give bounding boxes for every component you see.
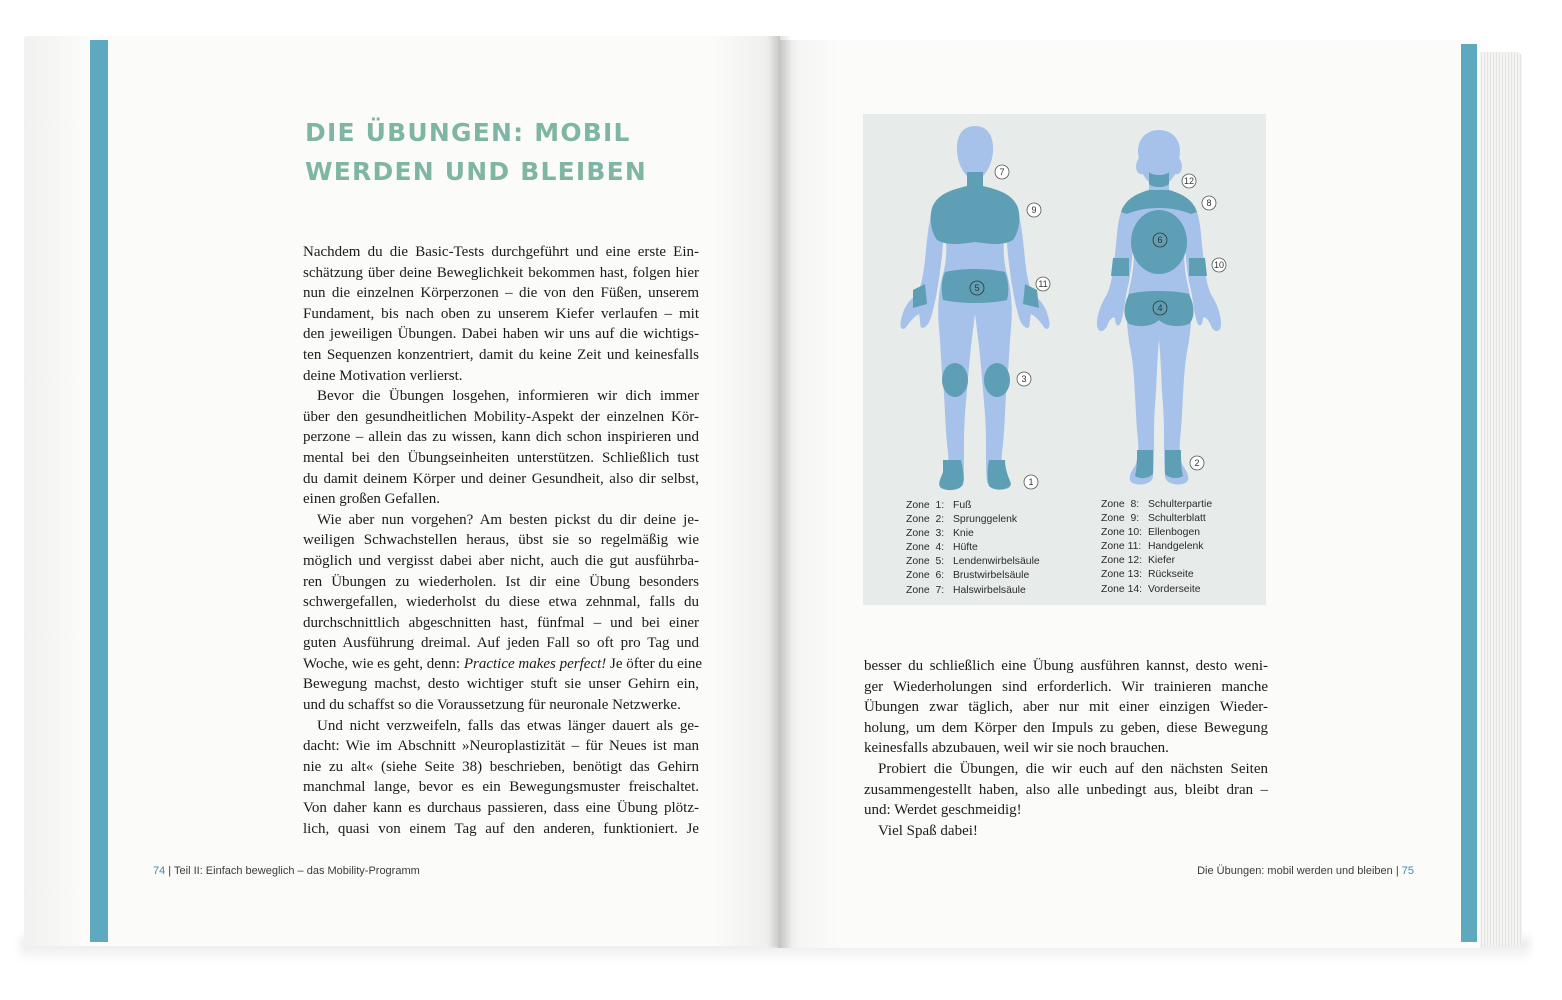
callout-12 bbox=[1182, 174, 1196, 188]
zone-number: Zone 10: bbox=[1101, 527, 1143, 539]
zone-legend-row bbox=[1101, 526, 1212, 540]
zone-name: Knie bbox=[953, 528, 974, 540]
callout-9 bbox=[1027, 203, 1041, 217]
zone-legend-row bbox=[906, 541, 1040, 555]
zone-number: Zone 9: bbox=[1101, 513, 1140, 525]
text-line: Bevor die Übungen losgehen, informieren wir dich immer bbox=[317, 388, 699, 405]
zone-legend-row bbox=[906, 555, 1040, 569]
zone-number: Zone 12: bbox=[1101, 555, 1143, 567]
callout-8-label: 8 bbox=[1206, 198, 1212, 208]
text-line: manchmal lange, bevor es ein Bewegungsmuster freischaltet. bbox=[303, 779, 699, 796]
text-line: Viel Spaß dabei! bbox=[878, 822, 978, 839]
text-line: den jeweiligen Übungen. Dabei haben wir uns auf die wichtigs- bbox=[303, 326, 699, 343]
text-line: möglich und vergisst dabei aber nicht, auch die gut ausführba- bbox=[303, 552, 699, 569]
zone-number: Zone 1: bbox=[906, 500, 945, 511]
zone-legend-row bbox=[906, 513, 1040, 527]
paragraph bbox=[864, 759, 1268, 821]
page-stack-edge bbox=[1476, 52, 1522, 946]
zone-name: Brustwirbelsäule bbox=[953, 570, 1030, 582]
female-zone-right-elbow bbox=[1189, 258, 1207, 276]
callout-11-label: 11 bbox=[1038, 279, 1048, 289]
male-zone-right-foot bbox=[988, 460, 1012, 490]
zone-name: Hüfte bbox=[953, 542, 978, 554]
text-line: besser du schließlich eine Übung ausführen kannst, desto weni- bbox=[864, 658, 1268, 674]
male-zone-left-wrist bbox=[913, 284, 927, 308]
paragraph bbox=[303, 716, 699, 840]
text-line: perzone – allein das zu wissen, kann dich schon inspirieren und bbox=[303, 429, 699, 446]
paragraph bbox=[864, 821, 1268, 842]
callout-11 bbox=[1036, 277, 1050, 291]
zone-name: Sprunggelenk bbox=[953, 514, 1018, 526]
text-line: Fundament, bis nach oben zu unserem Kiefer verlaufen – mit bbox=[303, 305, 699, 322]
paragraph bbox=[303, 242, 699, 386]
callout-2-label: 2 bbox=[1194, 458, 1200, 468]
male-zone-left-knee bbox=[942, 363, 968, 397]
callout-1 bbox=[1024, 475, 1038, 489]
callout-3-label: 3 bbox=[1021, 374, 1027, 384]
text-line: schätzung über deine Beweglichkeit bekommen hast, folgen hier bbox=[303, 264, 699, 281]
paragraph bbox=[864, 656, 1268, 759]
zone-name: Schulterblatt bbox=[1148, 513, 1206, 525]
text-line: durchschnittlich abgeschnitten hast, fünfmal – und bei einer bbox=[303, 614, 699, 631]
callout-6-label: 6 bbox=[1157, 235, 1163, 245]
text-line: mental bei den Übungseinheiten unterstützen. Schließlich tust bbox=[303, 449, 699, 466]
text-line: und du schaffst so die Voraussetzung für neuronale Netzwerke. bbox=[303, 697, 681, 714]
text-line: deine Motivation verlierst. bbox=[303, 367, 463, 384]
zone-number: Zone 2: bbox=[906, 514, 945, 526]
zone-number: Zone 7: bbox=[906, 584, 945, 596]
zone-name: Schulterpartie bbox=[1148, 499, 1213, 510]
zone-number: Zone 6: bbox=[906, 570, 945, 582]
paragraph bbox=[303, 510, 703, 716]
zone-name: Vorderseite bbox=[1148, 583, 1201, 595]
zone-legend-row bbox=[1101, 540, 1212, 554]
text-line: dacht: Wie im Abschnitt »Neuroplastizität – für Neues ist man bbox=[303, 738, 699, 755]
zone-legend-row bbox=[1101, 498, 1212, 512]
zone-number: Zone 5: bbox=[906, 556, 945, 568]
female-zone-right-ankle bbox=[1165, 450, 1183, 478]
left-body-text bbox=[303, 242, 703, 839]
zone-number: Zone 3: bbox=[906, 528, 945, 540]
text-line: Und nicht verzweifeln, falls das etwas länger dauert als ge- bbox=[317, 717, 699, 734]
text-line: Probiert die Übungen, die wir euch auf den nächsten Seiten bbox=[878, 760, 1268, 777]
text-line: und: Werdet geschmeidig! bbox=[864, 802, 1022, 819]
callout-12-label: 12 bbox=[1183, 176, 1195, 186]
zone-legend-row bbox=[1101, 512, 1212, 526]
zone-legend-row bbox=[1101, 568, 1212, 582]
zone-legend-row bbox=[906, 527, 1040, 541]
male-zone-left-foot bbox=[939, 460, 964, 490]
text-line: Übungen zwar täglich, aber nur mit einer einzigen Wieder- bbox=[864, 699, 1268, 716]
text-line: ren Übungen zu wiederholen. Ist dir eine Übung besonders bbox=[303, 573, 699, 590]
callout-10-label: 10 bbox=[1213, 260, 1225, 270]
text-line: keinesfalls abzubauen, weil wir sie noch brauchen. bbox=[864, 740, 1169, 757]
female-hair bbox=[1136, 130, 1182, 174]
zone-name: Handgelenk bbox=[1148, 541, 1204, 553]
zone-legend-row bbox=[1101, 554, 1212, 568]
zone-number: Zone 4: bbox=[906, 542, 945, 554]
zone-name: Rückseite bbox=[1148, 569, 1194, 581]
zone-name: Halswirbelsäule bbox=[953, 584, 1026, 596]
callout-10 bbox=[1212, 258, 1226, 272]
callout-2 bbox=[1190, 456, 1204, 470]
text-line: lich, quasi von einem Tag auf den anderen, funktioniert. Je bbox=[303, 820, 699, 837]
running-head-left: | Teil II: Einfach beweglich – das Mobility-Programm bbox=[165, 865, 420, 877]
male-figure bbox=[900, 126, 1049, 490]
page-number-right: 75 bbox=[1401, 865, 1414, 877]
left-footer bbox=[153, 865, 420, 877]
text-line: einen großen Gefallen. bbox=[303, 491, 441, 508]
text-line: Bewegung machst, desto wichtiger stuft sie unser Gehirn ein, bbox=[303, 676, 699, 693]
callout-3 bbox=[1017, 372, 1031, 386]
zone-number: Zone 11: bbox=[1101, 541, 1142, 553]
running-head-right: Die Übungen: mobil werden und bleiben | bbox=[1197, 865, 1402, 877]
callout-7-label: 7 bbox=[999, 167, 1005, 177]
male-zone-upper-back bbox=[931, 172, 1020, 244]
text-line: weiligen Schwachstellen heraus, übst sie so regelmäßig wie bbox=[303, 532, 699, 549]
male-zone-right-knee bbox=[984, 363, 1010, 397]
right-accent-bar bbox=[1461, 44, 1477, 942]
callout-5-label: 5 bbox=[974, 283, 980, 293]
chapter-title: DIE ÜBUNGEN: MOBIL WERDEN UND BLEIBEN bbox=[305, 118, 648, 186]
zone-legend-left bbox=[906, 499, 1040, 598]
zone-legend-right bbox=[1101, 498, 1212, 597]
text-line: Woche, wie es geht, denn: Practice makes perfect! Je öfter du eine bbox=[303, 655, 703, 672]
zone-legend-row bbox=[906, 569, 1040, 583]
text-line: ten Sequenzen konzentriert, damit du keine Zeit und keinesfalls bbox=[303, 346, 699, 363]
female-zone-left-ankle bbox=[1135, 450, 1153, 478]
zone-name: Kiefer bbox=[1148, 555, 1176, 567]
callout-7 bbox=[995, 165, 1009, 179]
zone-legend-row bbox=[906, 499, 1040, 513]
right-footer bbox=[1197, 865, 1414, 877]
text-line: holung, um dem Körper den Impuls zu geben, diese Bewegung bbox=[864, 719, 1268, 736]
text-line: nie zu alt« (siehe Seite 38) beschrieben, benötigt das Gehirn bbox=[303, 758, 699, 775]
zone-number: Zone 14: bbox=[1101, 583, 1143, 595]
zone-legend-row bbox=[906, 584, 1040, 598]
callout-9-label: 9 bbox=[1031, 205, 1037, 215]
text-line: über den gesundheitlichen Mobility-Aspekt der einzelnen Kör- bbox=[303, 408, 699, 425]
right-body-text bbox=[864, 656, 1268, 841]
zone-legend-row bbox=[1101, 583, 1212, 597]
body-zones-figure bbox=[863, 114, 1266, 605]
text-line: Wie aber nun vorgehen? Am besten pickst du dir deine je- bbox=[317, 511, 699, 528]
text-line: Von daher kann es durchaus passieren, dass eine Übung plötz- bbox=[303, 800, 699, 817]
text-line: nun die einzelnen Körperzonen – die von den Füßen, unserem bbox=[303, 285, 699, 302]
text-line: du damit deinem Körper und deiner Gesundheit, also dir selbst, bbox=[303, 470, 699, 487]
paragraph bbox=[303, 386, 699, 510]
book-spine bbox=[768, 36, 792, 948]
left-accent-bar bbox=[90, 40, 108, 942]
zone-name: Ellenbogen bbox=[1148, 527, 1200, 539]
callout-8 bbox=[1202, 196, 1216, 210]
callout-4-label: 4 bbox=[1157, 303, 1163, 313]
female-zone-left-elbow bbox=[1111, 258, 1129, 276]
callout-1-label: 1 bbox=[1028, 477, 1034, 487]
text-line: ger Wiederholungen sind erforderlich. Wir trainieren manche bbox=[864, 678, 1268, 695]
zone-name: Lendenwirbelsäule bbox=[953, 556, 1040, 568]
text-line: zusammengestellt haben, also alle unbedingt aus, bleibt dran – bbox=[864, 781, 1268, 798]
page-number-left: 74 bbox=[153, 865, 166, 877]
zone-number: Zone 13: bbox=[1101, 569, 1143, 581]
text-line: Nachdem du die Basic-Tests durchgeführt und eine erste Ein- bbox=[303, 244, 699, 260]
text-line: schwergefallen, wiederholst du diese etwa zehnmal, falls du bbox=[303, 594, 699, 611]
text-line: guten Ausführung dreimal. Auf jeden Fall so oft pro Tag und bbox=[303, 635, 699, 652]
zone-name: Fuß bbox=[953, 500, 972, 511]
zone-number: Zone 8: bbox=[1101, 499, 1140, 510]
